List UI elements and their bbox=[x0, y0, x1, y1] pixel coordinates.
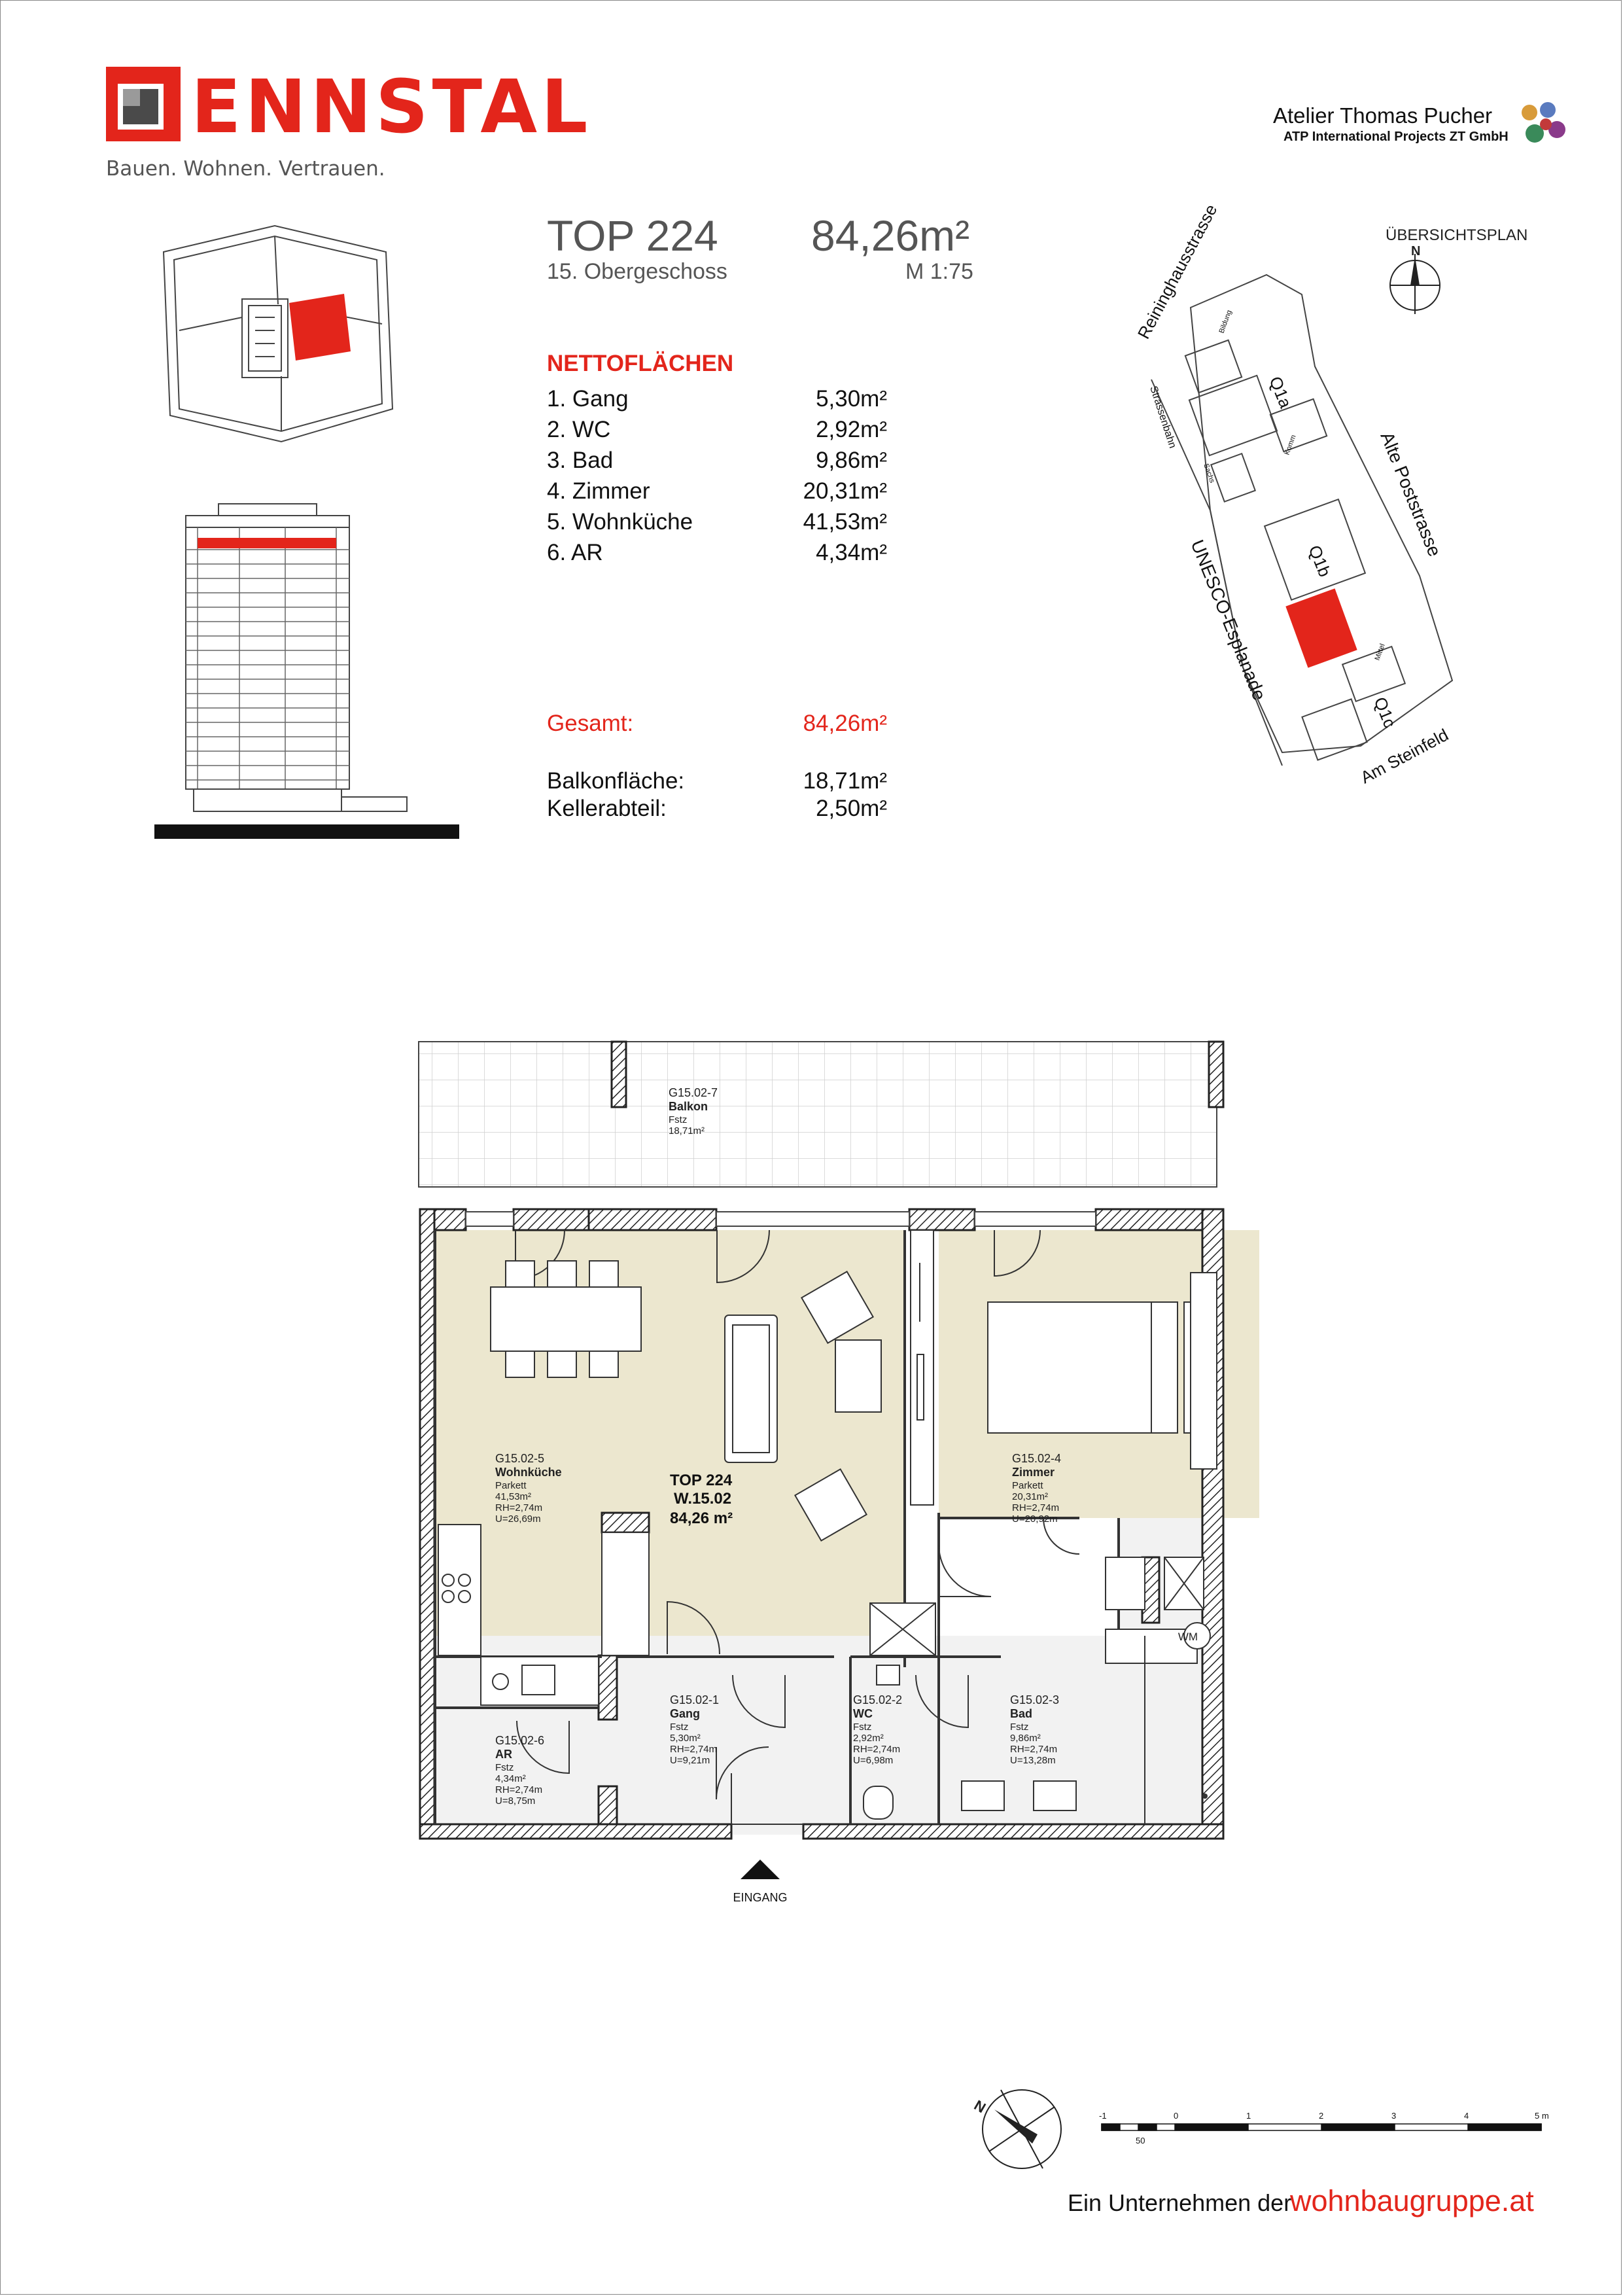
room-line: Fstz bbox=[1010, 1722, 1029, 1733]
brand-tagline: Bauen. Wohnen. Vertrauen. bbox=[106, 157, 385, 181]
washing-machine-label: WM bbox=[1178, 1631, 1198, 1643]
room-line: Fstz bbox=[853, 1722, 872, 1733]
building-elevation bbox=[154, 504, 459, 839]
scale-tick-label: 5 m bbox=[1535, 2111, 1549, 2121]
footer-text: Ein Unternehmen der bbox=[1068, 2189, 1292, 2216]
netto-row-value: 5,30m² bbox=[816, 386, 887, 412]
room-name: Balkon bbox=[669, 1100, 708, 1113]
netto-row-label: 1. Gang bbox=[547, 386, 629, 412]
room-line: 20,31m² bbox=[1012, 1491, 1049, 1502]
room-line: RH=2,74m bbox=[495, 1502, 543, 1513]
street-label: Am Steinfeld bbox=[1357, 724, 1452, 788]
footer-brand-link[interactable]: wohnbaugruppe.at bbox=[1290, 2184, 1534, 2217]
netto-row-value: 41,53m² bbox=[803, 509, 887, 535]
room-name: WC bbox=[853, 1707, 873, 1720]
building-label: Q1b bbox=[1304, 542, 1335, 580]
unit-title: TOP 224 bbox=[547, 211, 718, 260]
scale-tick-label: 4 bbox=[1464, 2111, 1469, 2121]
room-line: U=20,92m bbox=[1012, 1513, 1058, 1525]
keller-label: Kellerabteil: bbox=[547, 796, 667, 821]
room-code: G15.02-1 bbox=[670, 1693, 720, 1706]
street-label: UNESCO-Esplanade bbox=[1187, 537, 1270, 703]
room-line: RH=2,74m bbox=[853, 1744, 901, 1755]
street-label: Strassenbahn bbox=[1147, 384, 1178, 450]
building-label: Q1c bbox=[1370, 694, 1401, 731]
scale-tick-label: 0 bbox=[1174, 2111, 1179, 2121]
netto-row-label: 3. Bad bbox=[547, 448, 614, 473]
room-line: Fstz bbox=[670, 1722, 689, 1733]
balkon-label: Balkonfläche: bbox=[547, 768, 685, 794]
site-small-label: Bildung bbox=[1217, 309, 1234, 335]
room-line: RH=2,74m bbox=[1010, 1744, 1058, 1755]
room-name: Bad bbox=[1010, 1707, 1033, 1720]
netto-row-label: 2. WC bbox=[547, 417, 611, 442]
brand-name: ENNSTAL bbox=[191, 65, 592, 150]
room-name: Wohnküche bbox=[495, 1466, 562, 1479]
unit-highlight bbox=[289, 294, 351, 361]
room-code: G15.02-5 bbox=[495, 1452, 545, 1465]
room-name: Zimmer bbox=[1012, 1466, 1055, 1479]
overview-north-label: N bbox=[1411, 244, 1421, 258]
room-line: 41,53m² bbox=[495, 1491, 532, 1502]
architect-logo-icon bbox=[1516, 98, 1569, 150]
site-small-label: Sachs bbox=[1202, 462, 1216, 484]
room-line: Fstz bbox=[669, 1114, 688, 1125]
netto-total-label: Gesamt: bbox=[547, 711, 634, 736]
netto-row-value: 2,92m² bbox=[816, 417, 887, 442]
room-line: Parkett bbox=[1012, 1480, 1043, 1491]
keller-value: 2,50m² bbox=[816, 796, 887, 821]
building-label: Q1a bbox=[1265, 374, 1296, 411]
netto-row-label: 5. Wohnküche bbox=[547, 509, 693, 535]
overview-title: ÜBERSICHTSPLAN bbox=[1386, 226, 1528, 244]
netto-heading: NETTOFLÄCHEN bbox=[547, 351, 734, 376]
entrance-label: EINGANG bbox=[733, 1891, 788, 1904]
room-line: U=13,28m bbox=[1010, 1755, 1056, 1766]
room-line: U=6,98m bbox=[853, 1755, 894, 1766]
plan-center-code: W.15.02 bbox=[674, 1490, 732, 1508]
plan-north-label: N bbox=[971, 2096, 989, 2117]
balkon-value: 18,71m² bbox=[803, 768, 887, 794]
street-label: Alte Poststrasse bbox=[1376, 429, 1445, 559]
room-line: Parkett bbox=[495, 1480, 527, 1491]
room-code: G15.02-3 bbox=[1010, 1693, 1060, 1706]
unit-area: 84,26m² bbox=[811, 211, 970, 260]
room-line: 5,30m² bbox=[670, 1733, 701, 1744]
room-line: RH=2,74m bbox=[670, 1744, 718, 1755]
architect-name: Atelier Thomas Pucher bbox=[1273, 103, 1493, 128]
room-line: RH=2,74m bbox=[1012, 1502, 1060, 1513]
netto-total-value: 84,26m² bbox=[803, 711, 887, 736]
room-name: Gang bbox=[670, 1707, 701, 1720]
street-label: Reininghausstrasse bbox=[1133, 201, 1221, 342]
site-small-label: Mittel bbox=[1373, 643, 1387, 662]
room-line: 9,86m² bbox=[1010, 1733, 1041, 1744]
room-code: G15.02-4 bbox=[1012, 1452, 1062, 1465]
room-code: G15.02-6 bbox=[495, 1734, 545, 1747]
balcony-area bbox=[419, 1042, 1217, 1187]
room-line: 18,71m² bbox=[669, 1125, 705, 1137]
architect-subtitle: ATP International Projects ZT GmbH bbox=[1283, 130, 1509, 144]
entrance-arrow-icon bbox=[741, 1860, 780, 1879]
netto-row-label: 6. AR bbox=[547, 540, 603, 565]
room-code: G15.02-7 bbox=[669, 1086, 718, 1099]
site-small-label: Komm bbox=[1283, 434, 1298, 457]
netto-row-value: 4,34m² bbox=[816, 540, 887, 565]
scale-tick-label: -1 bbox=[1099, 2111, 1107, 2121]
netto-row-value: 9,86m² bbox=[816, 448, 887, 473]
unit-floor-highlight bbox=[198, 538, 336, 548]
room-name: AR bbox=[495, 1748, 512, 1761]
scale-tick-label: 2 bbox=[1319, 2111, 1324, 2121]
plan-north-arrow-icon bbox=[971, 2081, 1066, 2172]
scale-tick-label: 3 bbox=[1391, 2111, 1397, 2121]
room-line: 2,92m² bbox=[853, 1733, 884, 1744]
room-code: G15.02-2 bbox=[853, 1693, 903, 1706]
ennstal-logo-icon bbox=[106, 67, 181, 141]
netto-row-value: 20,31m² bbox=[803, 478, 887, 504]
plan-center-title: TOP 224 bbox=[670, 1472, 733, 1489]
scale-sub-label: 50 bbox=[1136, 2136, 1145, 2146]
netto-row-label: 4. Zimmer bbox=[547, 478, 650, 504]
scale-bar bbox=[1099, 2111, 1557, 2150]
unit-floor: 15. Obergeschoss bbox=[547, 259, 727, 284]
room-line: RH=2,74m bbox=[495, 1784, 543, 1795]
floor-plan bbox=[406, 1027, 1256, 1904]
site-highlight bbox=[1285, 588, 1357, 667]
room-line: Fstz bbox=[495, 1762, 514, 1773]
floor-key-plan bbox=[150, 226, 399, 468]
room-line: U=9,21m bbox=[670, 1755, 710, 1766]
plan-center-area: 84,26 m² bbox=[670, 1510, 733, 1527]
room-line: U=26,69m bbox=[495, 1513, 541, 1525]
unit-scale: M 1:75 bbox=[905, 259, 973, 284]
room-line: U=8,75m bbox=[495, 1795, 536, 1807]
room-line: 4,34m² bbox=[495, 1773, 526, 1784]
scale-tick-label: 1 bbox=[1246, 2111, 1251, 2121]
